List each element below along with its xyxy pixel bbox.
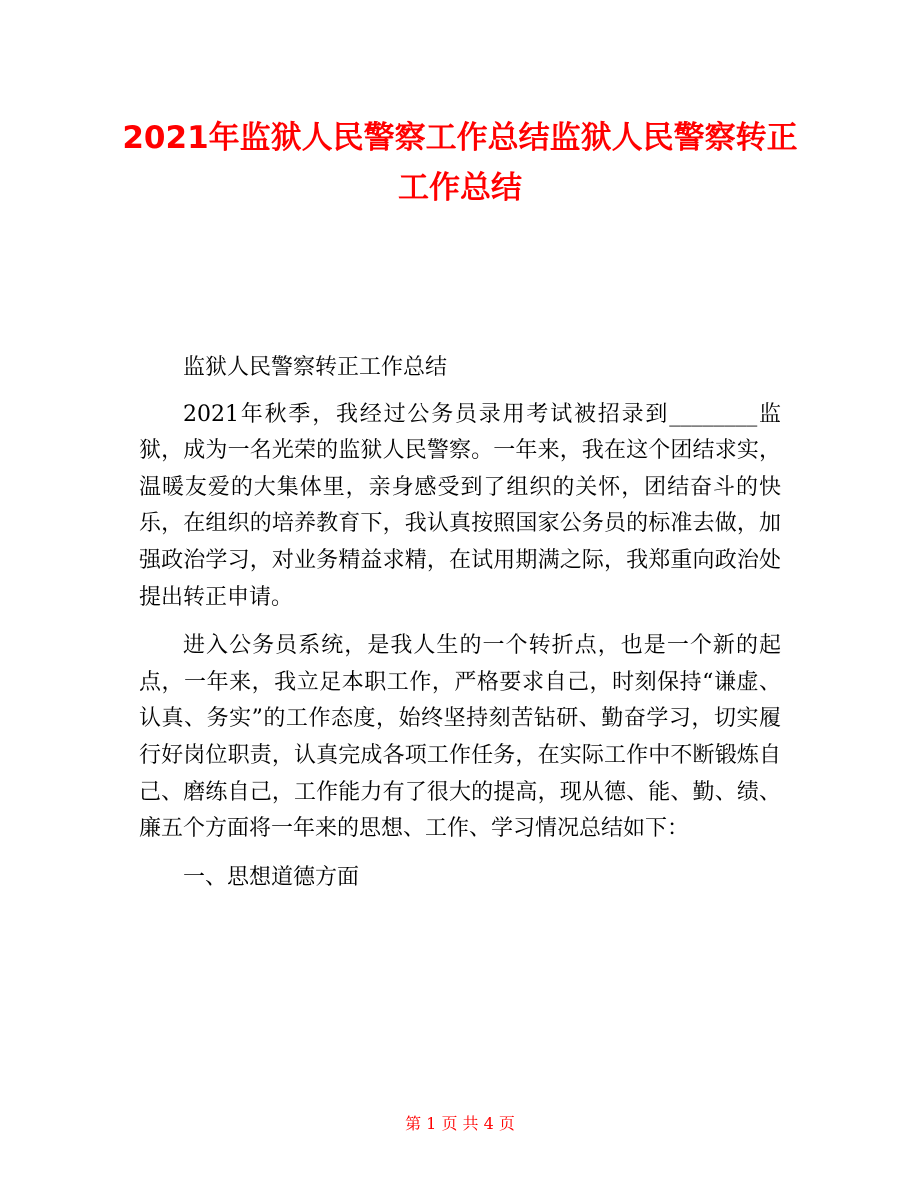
paragraph-subtitle: 监狱人民警察转正工作总结 — [183, 355, 448, 380]
document-body — [139, 350, 781, 908]
paragraph-intro: 2021年秋季，我经过公务员录用考试被招录到________监狱，成为一名光荣的监狱人民警察。一年来，我在这个团结求实，温暖友爱的大集体里，亲身感受到了组织的关怀，团结奋斗的快乐，在组织的培养教育下，我认真按照国家公务员的标准去做，加强政治学习，对业务精益求精，在试用期满之际，我郑重向政治处提出转正申请。 — [139, 401, 781, 610]
document-title: 2021年监狱人民警察工作总结监狱人民警察转正工作总结 — [122, 120, 798, 206]
paragraph-overview: 进入公务员系统，是我人生的一个转折点，也是一个新的起点，一年来，我立足本职工作，严格要求自己，时刻保持“谦虚、认真、务实”的工作态度，始终坚持刻苦钻研、勤奋学习，切实履行好岗位职责，认真完成各项工作任务，在实际工作中不断锻炼自己、磨练自己，工作能力有了很大的提高，现从德、能、勤、绩、廉五个方面将一年来的思想、工作、学习情况总结如下： — [139, 633, 781, 842]
section-heading: 一、思想道德方面 — [183, 864, 360, 890]
page-number-footer: 第 1 页 共 4 页 — [405, 1114, 515, 1133]
